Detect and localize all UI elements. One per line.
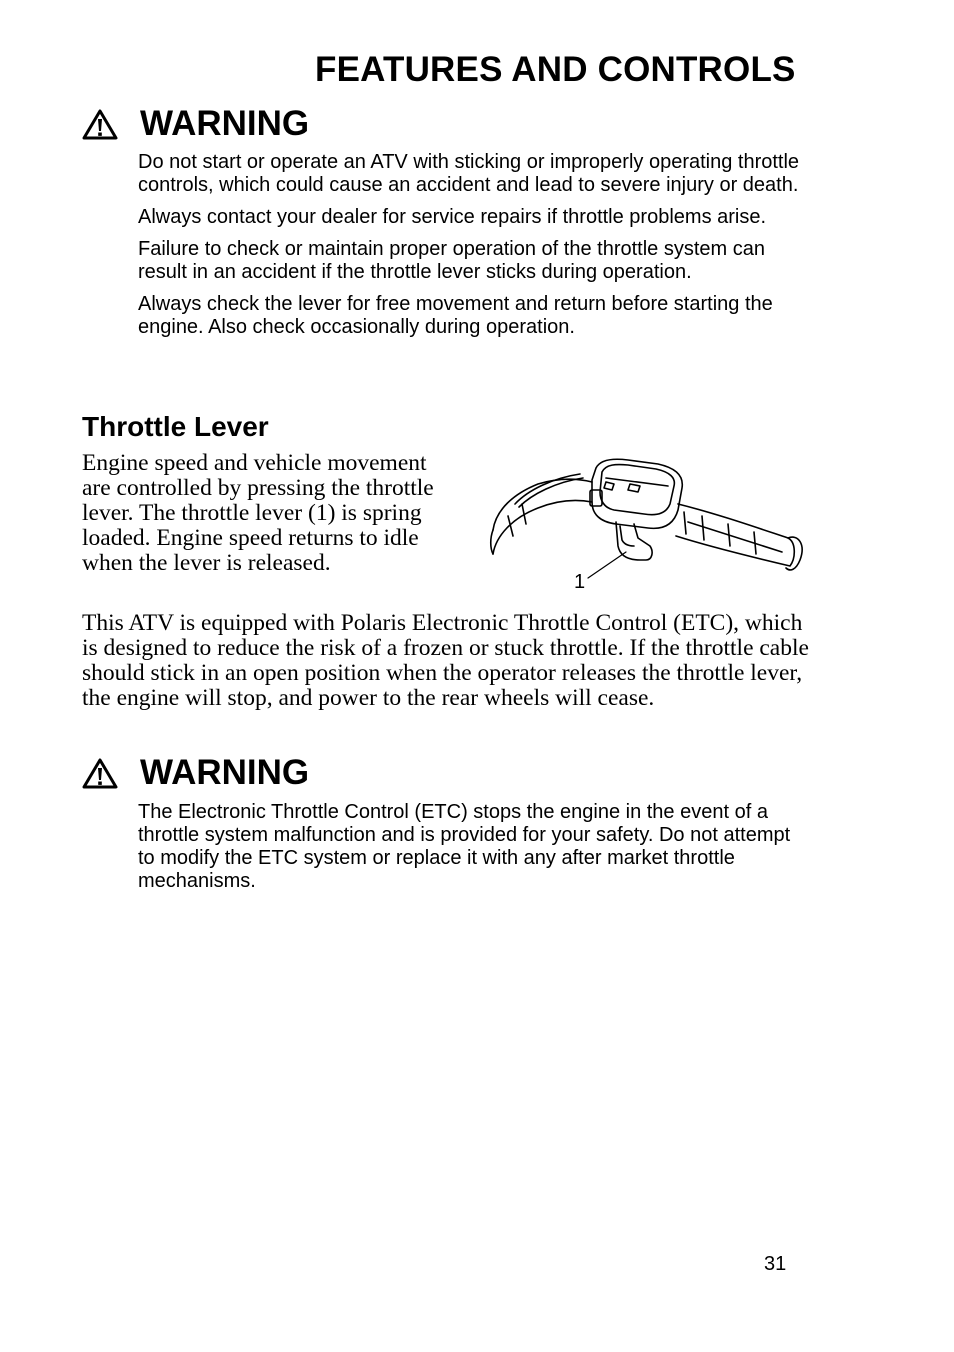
- warning-body-2: [138, 801, 808, 902]
- throttle-lever-heading: Throttle Lever: [82, 411, 269, 442]
- warning-triangle-icon: [82, 108, 118, 140]
- warning-paragraph: Always contact your dealer for service repairs if throttle problems arise.: [138, 206, 767, 228]
- warning-header-1: [82, 104, 309, 144]
- warning-title: WARNING: [140, 104, 310, 143]
- warning-title: WARNING: [140, 753, 310, 792]
- throttle-lever-intro: Engine speed and vehicle movement are controlled by pressing the throttle lever. The throttle lever (1) is spring loaded. Engine speed returns to idle when the lever is released.: [82, 450, 434, 576]
- page-number: 31: [764, 1253, 787, 1275]
- callout-label-1: 1: [574, 571, 586, 593]
- warning-paragraph: Failure to check or maintain proper operation of the throttle system can result in an accident if the throttle lever sticks during operation.: [138, 238, 765, 283]
- warning-paragraph: The Electronic Throttle Control (ETC) stops the engine in the event of a throttle system malfunction and is provided for your safety. Do not attempt to modify the ETC system or replace it with any after market throttle mechanisms.: [138, 801, 791, 892]
- warning-body-1: [138, 151, 808, 348]
- warning-paragraph: Always check the lever for free movement and return before starting the engine. Also check occasionally during operation.: [138, 293, 773, 338]
- section-title: FEATURES AND CONTROLS: [315, 50, 796, 89]
- warning-triangle-icon: [82, 757, 118, 789]
- etc-paragraph: This ATV is equipped with Polaris Electronic Throttle Control (ETC), which is designed to reduce the risk of a frozen or stuck throttle. If the throttle cable should stick in an open position when the operator releases the throttle lever, the engine will stop, and power to the rear wheels will cease.: [82, 610, 809, 711]
- warning-header-2: [82, 753, 309, 793]
- handlebar-throttle-illustration: [488, 452, 804, 602]
- warning-paragraph: Do not start or operate an ATV with sticking or improperly operating throttle controls, which could cause an accident and lead to severe injury or death.: [138, 151, 800, 196]
